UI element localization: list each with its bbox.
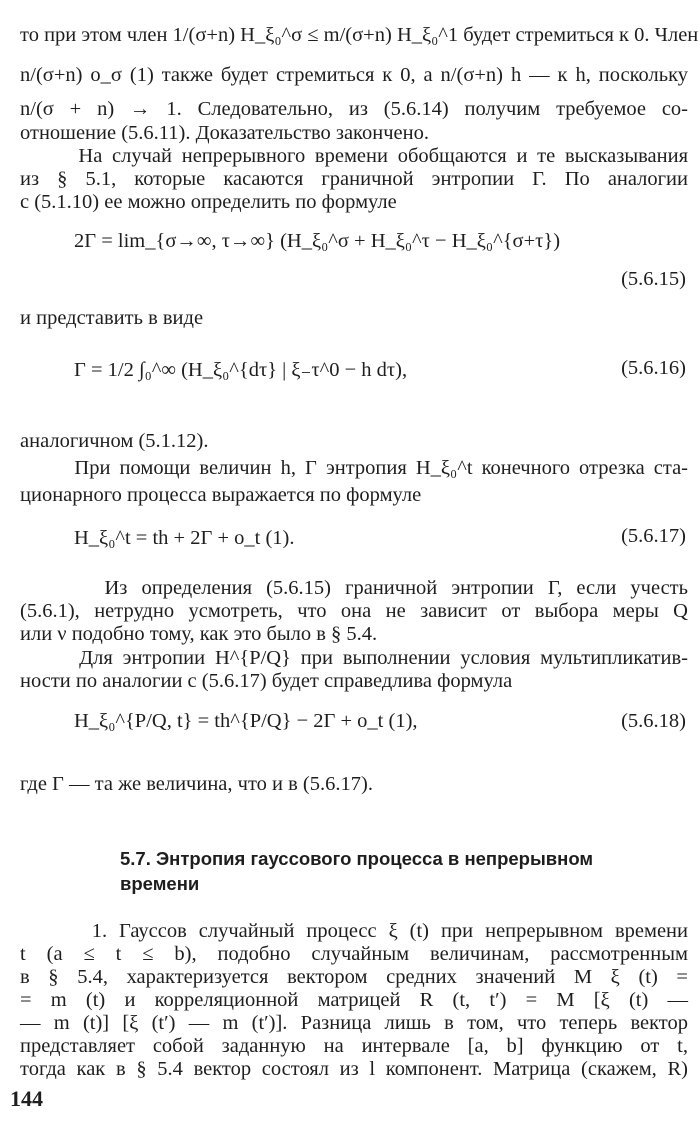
text-line-f7: тогда как в § 5.4 вектор состоял из l компонент. Матрица (скажем, R) xyxy=(20,1058,688,1080)
equation-5-6-18: H_ξ₀^{P/Q, t} = th^{P/Q} − 2Γ + o_t (1), xyxy=(74,710,418,732)
text-line-f3: в § 5.4, характеризуется вектором средних значений M ξ (t) = xyxy=(20,966,688,988)
text-line-a4: отношение (5.6.11). Доказательство закончено. xyxy=(20,122,429,144)
text-line-a3: n/(σ + n) → 1. Следовательно, из (5.6.14) получим требуемое со- xyxy=(20,98,688,120)
text-line-d5: ности по аналогии с (5.6.17) будет справедлива формула xyxy=(20,670,513,692)
text-line-b1: и представить в виде xyxy=(20,307,204,329)
text-line-f5: — m (t)] [ξ (t′) — m (t′)]. Разница лишь в том, что теперь вектор xyxy=(20,1012,688,1034)
text-line-f1: 1. Гауссов случайный процесс ξ (t) при непрерывном времени xyxy=(20,920,688,942)
text-line-d4: Для энтропии H^{P/Q} при выполнении условия мультипликатив- xyxy=(20,647,688,669)
text-line-d2: (5.6.1), нетрудно усмотреть, что она не зависит от выбора меры Q xyxy=(20,600,688,622)
text-line-e1: где Γ — та же величина, что и в (5.6.17). xyxy=(20,773,373,795)
text-line-c2: При помощи величин h, Γ энтропия H_ξ₀^t конечного отрезка ста- xyxy=(20,457,688,479)
text-line-f6: представляет собой заданную на интервале [a, b] функцию от t, xyxy=(20,1035,688,1057)
text-line-a5: На случай непрерывного времени обобщаются и те высказывания xyxy=(20,145,688,167)
section-heading-line-2: времени xyxy=(120,873,200,894)
text-line-c3: ционарного процесса выражается по формуле xyxy=(20,484,422,506)
equation-5-6-15: 2Γ = lim_{σ→∞, τ→∞} (H_ξ₀^σ + H_ξ₀^τ − H_ξ₀^{σ+τ}) xyxy=(74,230,561,252)
text-line-a7: с (5.1.10) ее можно определить по формуле xyxy=(20,191,397,213)
page-number: 144 xyxy=(10,1086,43,1111)
text-line-a6: из § 5.1, которые касаются граничной энтропии Γ. По аналогии xyxy=(20,168,688,190)
equation-5-6-16: Γ = 1/2 ∫₀^∞ (H_ξ₀^{dτ} | ξ₋τ^0 − h dτ), xyxy=(74,359,408,381)
section-heading-line-1: 5.7. Энтропия гауссового процесса в непрерывном xyxy=(120,848,594,869)
equation-number-5-6-15: (5.6.15) xyxy=(621,268,686,290)
text-line-c1: аналогичном (5.1.12). xyxy=(20,430,209,452)
text-line-a1: то при этом член 1/(σ+n) H_ξ₀^σ ≤ m/(σ+n) H_ξ₀^1 будет стремиться к 0. Член xyxy=(20,24,699,46)
equation-number-5-6-17: (5.6.17) xyxy=(621,525,686,547)
text-line-a2: n/(σ+n) o_σ (1) также будет стремиться к 0, а n/(σ+n) h — к h, поскольку xyxy=(20,64,688,86)
text-line-f2: t (a ≤ t ≤ b), подобно случайным величинам, рассмотренным xyxy=(20,943,688,965)
text-line-d1: Из определения (5.6.15) граничной энтропии Γ, если учесть xyxy=(20,577,688,599)
text-line-d3: или ν подобно тому, как это было в § 5.4. xyxy=(20,623,378,645)
equation-number-5-6-16: (5.6.16) xyxy=(621,357,686,379)
equation-number-5-6-18: (5.6.18) xyxy=(621,710,686,732)
equation-5-6-17: H_ξ₀^t = th + 2Γ + o_t (1). xyxy=(74,527,295,549)
text-line-f4: = m (t) и корреляционной матрицей R (t, t′) = M [ξ (t) — xyxy=(20,989,688,1011)
